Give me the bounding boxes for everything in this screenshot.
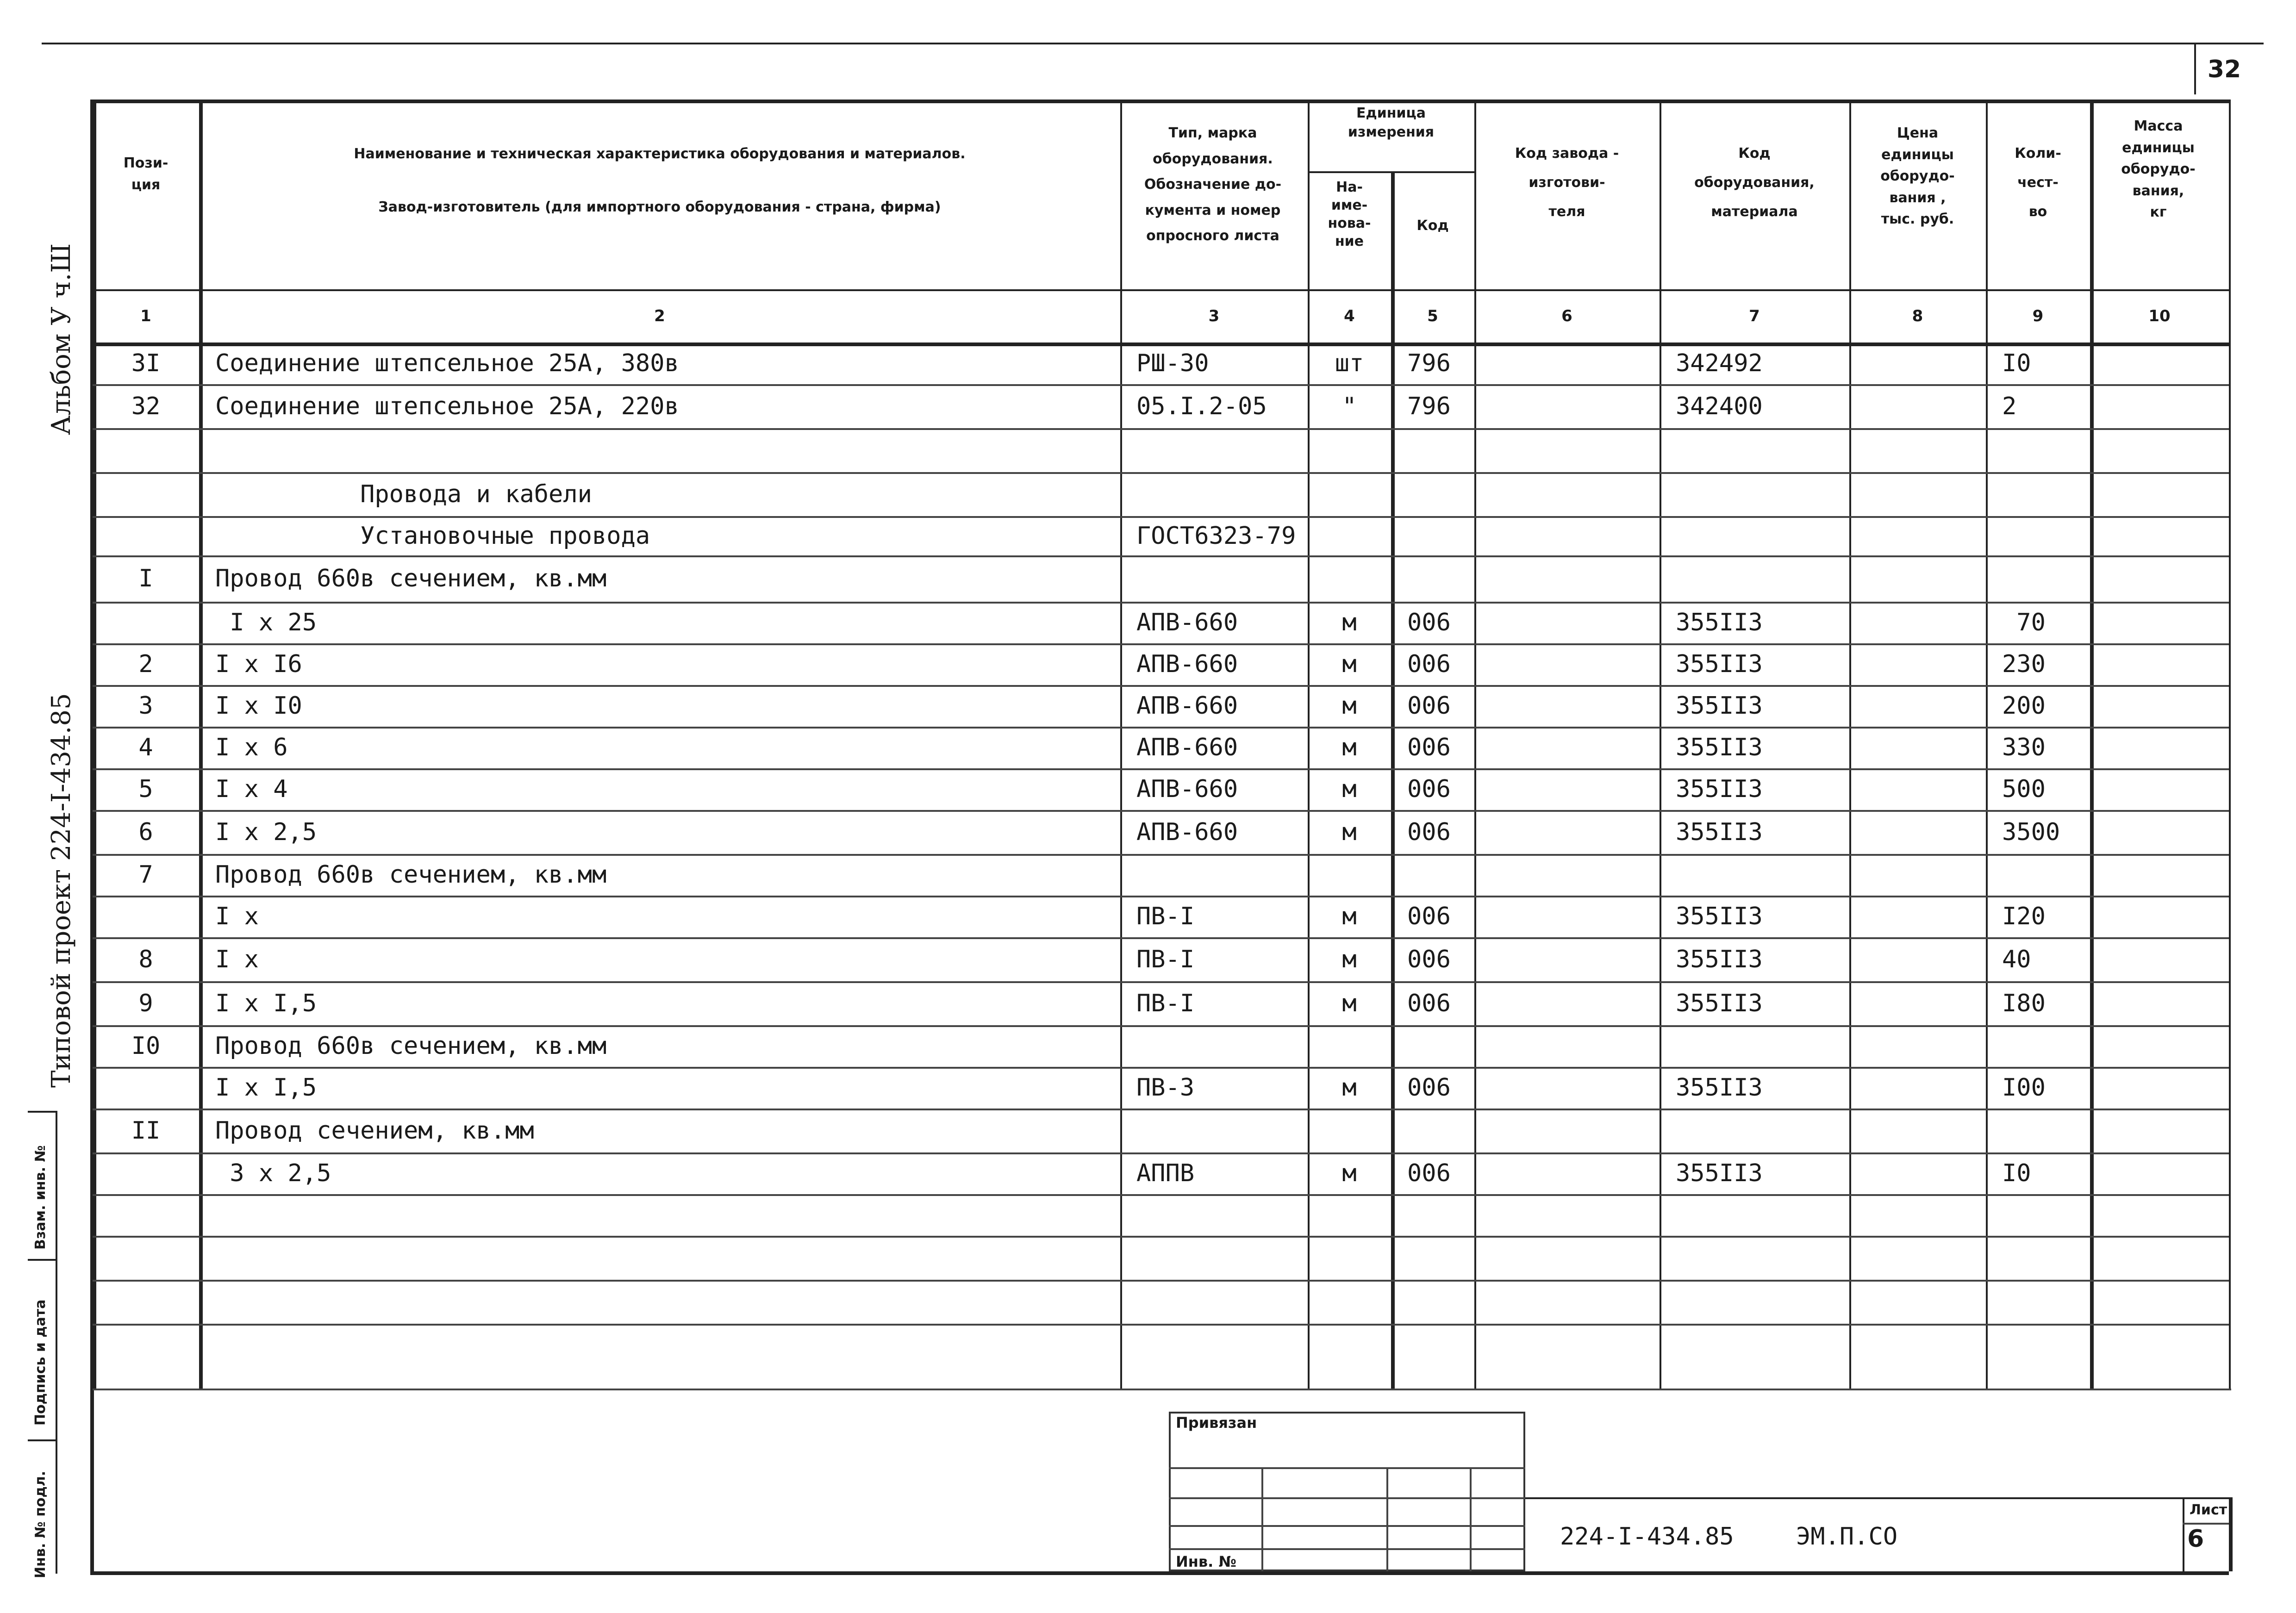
row-position xyxy=(93,896,199,937)
header-plant-code: Код завода - изготови- теля xyxy=(1515,145,1619,220)
row-material-code: 342492 xyxy=(1676,349,1763,377)
row-position: I0 xyxy=(131,1032,161,1060)
row-position: 7 xyxy=(138,861,153,889)
row-unit-code: 796 xyxy=(1407,392,1451,420)
row-position: 3 xyxy=(138,692,153,720)
column-number: 8 xyxy=(1912,306,1923,325)
row-unit-code: 796 xyxy=(1407,349,1451,377)
row-quantity xyxy=(2002,1280,2090,1324)
row-quantity: I0 xyxy=(2002,1159,2031,1187)
row-unit: м xyxy=(1342,1074,1357,1102)
row-position xyxy=(93,472,199,516)
row-unit: м xyxy=(1342,734,1357,761)
row-unit-code xyxy=(1407,428,1474,472)
header-unit-name: На- име- нова- ние xyxy=(1328,179,1371,249)
row-unit-code xyxy=(1407,1025,1474,1067)
row-material-code: 355II3 xyxy=(1676,903,1763,930)
row-unit-code: 006 xyxy=(1407,650,1451,678)
row-position xyxy=(93,1067,199,1109)
vzam-inv-label: Взам. инв. № xyxy=(32,1145,49,1250)
row-unit-code: 006 xyxy=(1407,692,1451,720)
row-quantity: 500 xyxy=(2002,775,2046,803)
row-material-code: 355II3 xyxy=(1676,609,1763,636)
row-quantity xyxy=(2002,854,2090,896)
side-strip-sep-2 xyxy=(28,1259,56,1261)
unit-subheader-line xyxy=(1308,171,1474,173)
row-quantity: 2 xyxy=(2002,392,2017,420)
row-name: I x 25 xyxy=(215,609,317,636)
row-name: I x 4 xyxy=(215,775,288,803)
row-type: РШ-30 xyxy=(1136,349,1209,377)
row-position xyxy=(93,602,199,643)
row-unit-code xyxy=(1407,1236,1474,1280)
row-type xyxy=(1136,472,1308,516)
row-material-code xyxy=(1676,428,1849,472)
row-unit: м xyxy=(1342,775,1357,803)
row-unit-code xyxy=(1407,854,1474,896)
row-name: Соединение штепсельное 25А, 220в xyxy=(215,392,679,420)
row-position xyxy=(93,1236,199,1280)
inv-no-label: Инв. № xyxy=(1176,1553,1236,1570)
row-unit-code xyxy=(1407,472,1474,516)
row-material-code: 355II3 xyxy=(1676,692,1763,720)
row-unit-code xyxy=(1407,555,1474,602)
row-type xyxy=(1136,428,1308,472)
row-type: ГОСТ6323-79 xyxy=(1136,522,1296,550)
header-material-code: Код оборудования, материала xyxy=(1694,145,1815,220)
row-type xyxy=(1136,1280,1308,1324)
row-type: ПВ-I xyxy=(1136,989,1195,1017)
row-unit xyxy=(1308,854,1391,896)
row-position xyxy=(93,1194,199,1236)
row-name: I x 6 xyxy=(215,734,288,761)
column-number: 2 xyxy=(654,306,665,325)
album-label: Альбом У ч.Ш xyxy=(46,243,76,435)
row-name: I x I6 xyxy=(215,650,302,678)
row-quantity xyxy=(2002,1109,2090,1152)
row-unit: м xyxy=(1342,818,1357,846)
row-unit-code: 006 xyxy=(1407,1159,1451,1187)
row-material-code: 355II3 xyxy=(1676,818,1763,846)
row-material-code xyxy=(1676,1025,1849,1067)
row-name: I x xyxy=(215,945,259,973)
row-quantity xyxy=(2002,1194,2090,1236)
row-unit xyxy=(1308,1194,1391,1236)
row-unit: м xyxy=(1342,1159,1357,1187)
column-number: 3 xyxy=(1208,306,1220,325)
row-quantity xyxy=(2002,1236,2090,1280)
row-unit-code: 006 xyxy=(1407,945,1451,973)
header-position: Пози- ция xyxy=(123,155,168,193)
row-material-code: 355II3 xyxy=(1676,945,1763,973)
row-unit: м xyxy=(1342,692,1357,720)
row-material-code xyxy=(1676,1236,1849,1280)
doc-mark: ЭМ.П.СО xyxy=(1796,1523,1898,1551)
row-unit-code: 006 xyxy=(1407,818,1451,846)
row-name: I x I0 xyxy=(215,692,302,720)
sheet-corner-number: 32 xyxy=(2207,56,2241,83)
header-type: Тип, марка оборудования. Обозначение до- кумента и номер опросного листа xyxy=(1144,125,1282,244)
row-type: ПВ-I xyxy=(1136,945,1195,973)
row-name: I x xyxy=(215,903,259,930)
row-unit-code xyxy=(1407,1194,1474,1236)
row-divider xyxy=(93,1324,2229,1326)
row-name xyxy=(215,428,1120,472)
row-quantity: 70 xyxy=(2002,609,2046,636)
row-name: I x 2,5 xyxy=(215,818,317,846)
row-type: АПВ-660 xyxy=(1136,650,1238,678)
column-number: 9 xyxy=(2032,306,2044,325)
row-unit: м xyxy=(1342,650,1357,678)
privyazan-box xyxy=(1169,1412,1525,1571)
row-unit xyxy=(1308,472,1391,516)
row-material-code xyxy=(1676,472,1849,516)
privyazan-label: Привязан xyxy=(1176,1414,1257,1432)
row-unit-code: 006 xyxy=(1407,989,1451,1017)
list-label: Лист xyxy=(2190,1502,2227,1518)
row-position: 32 xyxy=(131,392,161,420)
row-material-code: 355II3 xyxy=(1676,989,1763,1017)
row-unit-code: 006 xyxy=(1407,1074,1451,1102)
row-name: Провода и кабели xyxy=(215,480,592,508)
row-quantity: 230 xyxy=(2002,650,2046,678)
row-material-code xyxy=(1676,555,1849,602)
row-position: 6 xyxy=(138,818,153,846)
row-position: II xyxy=(131,1116,161,1145)
row-name: Соединение штепсельное 25А, 380в xyxy=(215,349,679,377)
row-unit: м xyxy=(1342,989,1357,1017)
row-material-code: 355II3 xyxy=(1676,1074,1763,1102)
row-type xyxy=(1136,1194,1308,1236)
row-type xyxy=(1136,854,1308,896)
side-strip-sep-1 xyxy=(28,1111,56,1113)
row-quantity: I00 xyxy=(2002,1074,2046,1102)
row-material-code: 355II3 xyxy=(1676,1159,1763,1187)
header-price: Цена единицы оборудо- вания , тыс. руб. xyxy=(1880,125,1955,227)
column-number: 5 xyxy=(1427,306,1438,325)
top-border xyxy=(42,43,2264,44)
row-unit xyxy=(1308,555,1391,602)
row-unit-code: 006 xyxy=(1407,903,1451,930)
row-unit-code: 006 xyxy=(1407,734,1451,761)
row-unit: шт xyxy=(1335,349,1364,377)
row-quantity: I0 xyxy=(2002,349,2031,377)
header-name-line2: Завод-изготовитель (для импортного оборудования - страна, фирма) xyxy=(378,199,941,215)
row-quantity: 40 xyxy=(2002,945,2031,973)
project-label: Типовой проект 224-I-434.85 xyxy=(46,693,76,1088)
row-name xyxy=(215,1194,1120,1236)
column-divider xyxy=(1391,171,1395,1389)
row-position: 8 xyxy=(138,945,153,973)
row-name: Провод сечением, кв.мм xyxy=(215,1116,534,1145)
row-quantity: 3500 xyxy=(2002,818,2060,846)
row-type xyxy=(1136,555,1308,602)
row-unit-code: 006 xyxy=(1407,775,1451,803)
row-name: I x I,5 xyxy=(215,989,317,1017)
row-type: АПВ-660 xyxy=(1136,609,1238,636)
row-unit-code xyxy=(1407,516,1474,555)
column-number: 1 xyxy=(140,306,151,325)
row-unit-code xyxy=(1407,1280,1474,1324)
row-position: 5 xyxy=(138,775,153,803)
row-material-code xyxy=(1676,854,1849,896)
row-position: 4 xyxy=(138,734,153,761)
row-unit: м xyxy=(1342,609,1357,636)
row-unit xyxy=(1308,1109,1391,1152)
column-divider xyxy=(2229,100,2231,1389)
row-name: Провод 660в сечением, кв.мм xyxy=(215,861,607,889)
row-type: АПВ-660 xyxy=(1136,818,1238,846)
sign-date-label: Подпись и дата xyxy=(32,1299,49,1426)
row-type: 05.I.2-05 xyxy=(1136,392,1267,420)
row-position xyxy=(93,428,199,472)
list-number: 6 xyxy=(2187,1525,2204,1553)
row-type: ПВ-I xyxy=(1136,903,1195,930)
row-position xyxy=(93,1152,199,1194)
row-name: Провод 660в сечением, кв.мм xyxy=(215,565,607,592)
column-number: 6 xyxy=(1561,306,1572,325)
row-position xyxy=(93,1280,199,1324)
row-type xyxy=(1136,1236,1308,1280)
doc-code: 224-I-434.85 xyxy=(1560,1523,1734,1551)
row-unit: м xyxy=(1342,945,1357,973)
header-unit-group: Единица измерения xyxy=(1348,105,1435,140)
header-name-line1: Наименование и техническая характеристика оборудования и материалов. xyxy=(354,146,966,162)
corner-box-divider xyxy=(2194,43,2196,94)
row-quantity xyxy=(2002,516,2090,555)
row-material-code xyxy=(1676,1109,1849,1152)
row-quantity: 200 xyxy=(2002,692,2046,720)
row-name: 3 x 2,5 xyxy=(215,1159,331,1187)
row-name: I x I,5 xyxy=(215,1074,317,1102)
table-right-border xyxy=(2229,1497,2233,1571)
row-material-code: 342400 xyxy=(1676,392,1763,420)
row-name: Провод 660в сечением, кв.мм xyxy=(215,1032,607,1060)
row-position: 2 xyxy=(138,650,153,678)
row-quantity xyxy=(2002,1025,2090,1067)
row-quantity: 330 xyxy=(2002,734,2046,761)
row-material-code: 355II3 xyxy=(1676,775,1763,803)
column-number: 4 xyxy=(1344,306,1355,325)
row-unit-code: 006 xyxy=(1407,609,1451,636)
row-type: АППВ xyxy=(1136,1159,1195,1187)
table-top-line xyxy=(93,100,2229,103)
row-unit: " xyxy=(1342,392,1357,420)
row-position xyxy=(93,516,199,555)
row-type xyxy=(1136,1109,1308,1152)
row-material-code: 355II3 xyxy=(1676,734,1763,761)
row-unit: м xyxy=(1342,903,1357,930)
row-position: 9 xyxy=(138,989,153,1017)
header-unit-code: Код xyxy=(1416,218,1449,234)
row-unit xyxy=(1308,1025,1391,1067)
row-unit-code xyxy=(1407,1109,1474,1152)
header-mass: Масса единицы оборудо- вания, кг xyxy=(2121,118,2196,220)
row-unit xyxy=(1308,428,1391,472)
side-strip-border xyxy=(56,1111,57,1574)
inv-orig-label: Инв. № подл. xyxy=(32,1470,49,1578)
row-name: Установочные провода xyxy=(215,522,650,550)
row-quantity: I80 xyxy=(2002,989,2046,1017)
row-material-code xyxy=(1676,1280,1849,1324)
row-material-code: 355II3 xyxy=(1676,650,1763,678)
row-position: I xyxy=(138,565,153,592)
row-position: 3I xyxy=(131,349,161,377)
row-name xyxy=(215,1280,1120,1324)
header-quantity: Коли- чест- во xyxy=(2015,145,2061,220)
row-name xyxy=(215,1236,1120,1280)
table-bottom-border xyxy=(90,1571,2229,1575)
row-type: ПВ-3 xyxy=(1136,1074,1195,1102)
row-quantity xyxy=(2002,472,2090,516)
column-number: 7 xyxy=(1749,306,1760,325)
row-type: АПВ-660 xyxy=(1136,734,1238,761)
row-type xyxy=(1136,1025,1308,1067)
row-quantity xyxy=(2002,555,2090,602)
row-unit xyxy=(1308,1280,1391,1324)
row-quantity xyxy=(2002,428,2090,472)
row-quantity: I20 xyxy=(2002,903,2046,930)
column-number: 10 xyxy=(2148,306,2171,325)
row-unit xyxy=(1308,1236,1391,1280)
row-material-code xyxy=(1676,1194,1849,1236)
row-type: АПВ-660 xyxy=(1136,692,1238,720)
row-material-code xyxy=(1676,516,1849,555)
row-type: АПВ-660 xyxy=(1136,775,1238,803)
row-unit xyxy=(1308,516,1391,555)
side-strip-sep-3 xyxy=(28,1439,56,1441)
